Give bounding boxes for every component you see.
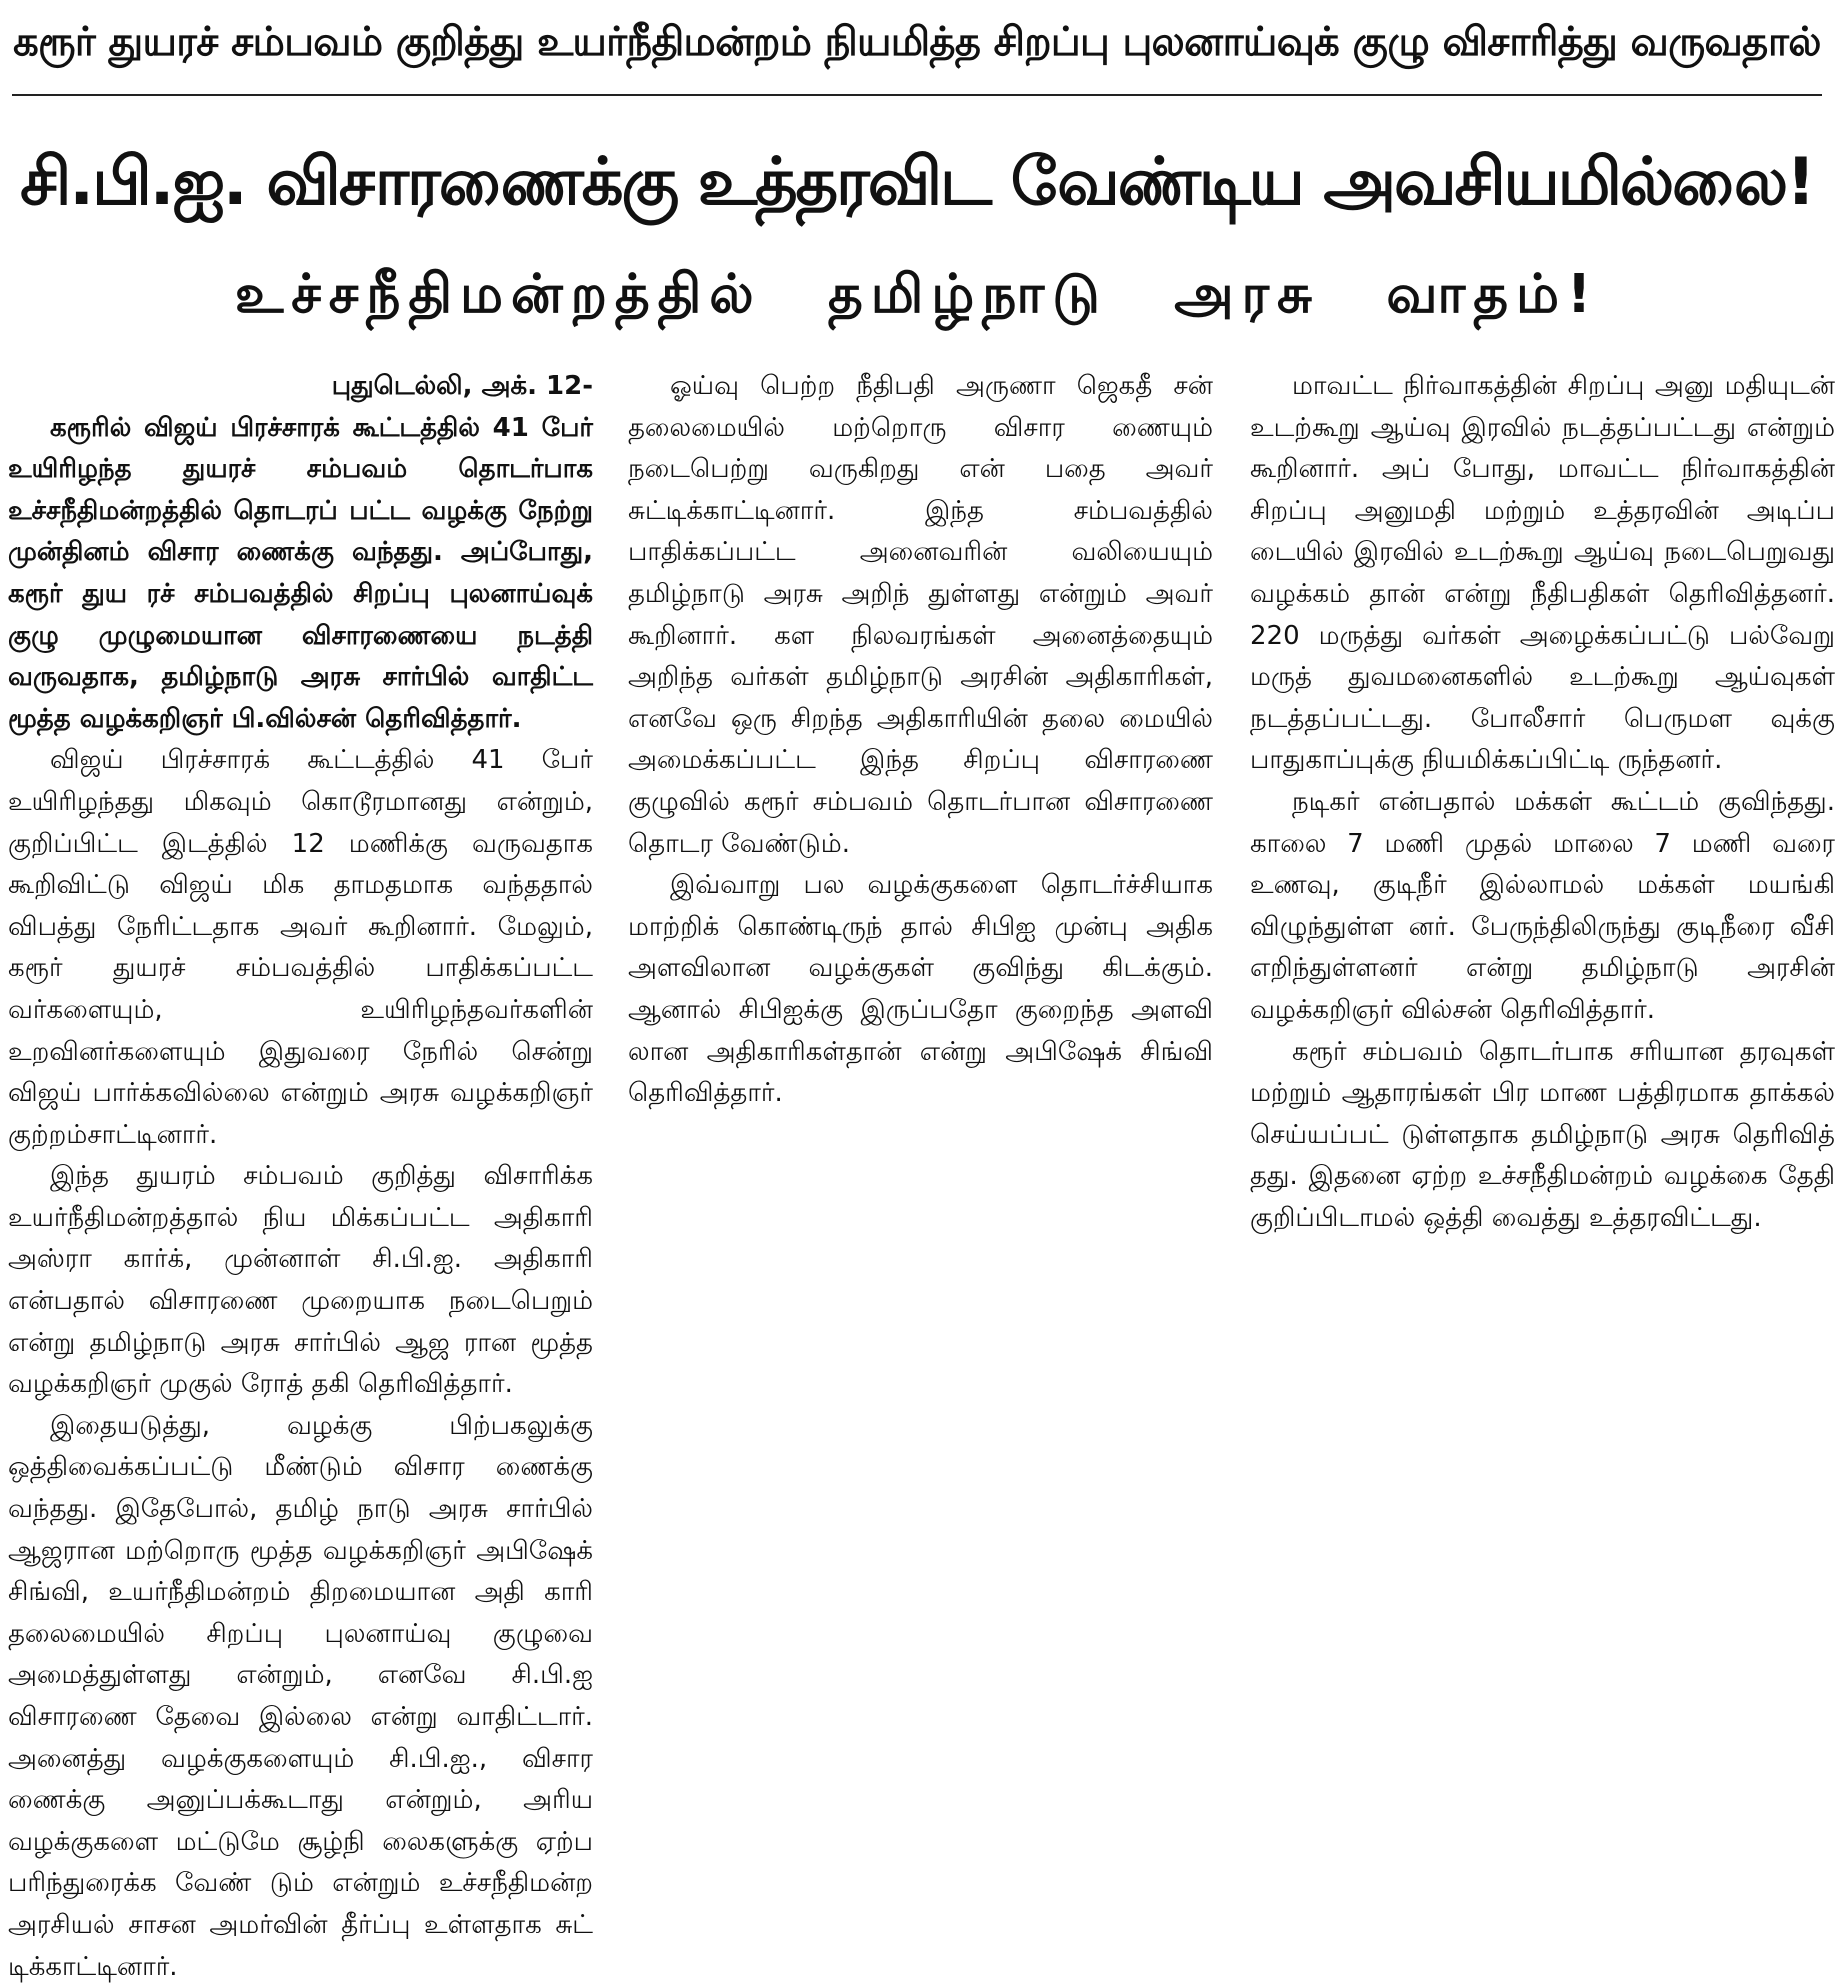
article-subhead: உச்சநீதிமன்றத்தில் தமிழ்நாடு அரசு வாதம்! xyxy=(234,263,1600,325)
dateline: புதுடெல்லி, அக். 12- xyxy=(331,371,593,401)
kicker-divider xyxy=(12,94,1822,96)
article-column-3 xyxy=(1250,366,1835,1746)
article-column-2 xyxy=(628,366,1213,1746)
body-paragraph: கரூர் சம்பவம் தொடர்பாக சரியான தரவுகள் மற்றும் ஆதாரங்கள் பிர மாண பத்திரமாக தாக்கல் செய்யப்பட் டுள்ளதாக தமிழ்நாடு அரசு தெரிவித் தது. இதனை ஏற்ற உச்சநீதிமன்றம் வழக்கை தேதி குறிப்பிடாமல் ஒத்தி வைத்து உத்தரவிட்டது. xyxy=(1250,1036,1835,1233)
article-kicker: கரூர் துயரச் சம்பவம் குறித்து உயர்நீதிமன்றம் நியமித்த சிறப்பு புலனாய்வுக் குழு விசாரித்து வருவதால் xyxy=(13,19,1821,65)
body-paragraph: மாவட்ட நிர்வாகத்தின் சிறப்பு அனு மதியுடன் உடற்கூறு ஆய்வு இரவில் நடத்தப்பட்டது என்றும் கூறினார். அப் போது, மாவட்ட நிர்வாகத்தின் சிறப்பு அனுமதி மற்றும் உத்தரவின் அடிப்ப டையில் இரவில் உடற்கூறு ஆய்வு நடைபெறுவது வழக்கம் தான் என்று நீதிபதிகள் தெரிவித்தனர். 220 மருத்து வர்கள் அழைக்கப்பட்டு பல்வேறு மருத் துவமனைகளில் உடற்கூறு ஆய்வுகள் நடத்தப்பட்டது. போலீசார் பெருமள வுக்கு பாதுகாப்புக்கு நியமிக்கப்பிட்டி ருந்தனர். xyxy=(1250,371,1835,776)
body-paragraph: நடிகர் என்பதால் மக்கள் கூட்டம் குவிந்தது. காலை 7 மணி முதல் மாலை 7 மணி வரை உணவு, குடிநீர் இல்லாமல் மக்கள் மயங்கி விழுந்துள்ள னர். பேருந்திலிருந்து குடிநீரை வீசி எறிந்துள்ளனர் என்று தமிழ்நாடு அரசின் வழக்கறிஞர் வில்சன் தெரிவித்தார். xyxy=(1250,786,1835,1025)
lede-paragraph: கரூரில் விஜய் பிரச்சாரக் கூட்டத்தில் 41 பேர் உயிரிழந்த துயரச் சம்பவம் தொடர்பாக உச்சநீதிமன்றத்தில் தொடரப் பட்ட வழக்கு நேற்று முன்தினம் விசார ணைக்கு வந்தது. அப்போது, கரூர் துய ரச் சம்பவத்தில் சிறப்பு புலனாய்வுக் குழு முழுமையான விசாரணையை நடத்தி வருவதாக, தமிழ்நாடு அரசு சார்பில் வாதிட்ட மூத்த வழக்கறிஞர் பி.வில்சன் தெரிவித்தார். xyxy=(8,412,593,734)
body-paragraph: இதையடுத்து, வழக்கு பிற்பகலுக்கு ஒத்திவைக்கப்பட்டு மீண்டும் விசார ணைக்கு வந்தது. இதேபோல், தமிழ் நாடு அரசு சார்பில் ஆஜரான மற்றொரு மூத்த வழக்கறிஞர் அபிஷேக் சிங்வி, உயர்நீதிமன்றம் திறமையான அதி காரி தலைமையில் சிறப்பு புலனாய்வு குழுவை அமைத்துள்ளது என்றும், எனவே சி.பி.ஐ விசாரணை தேவை இல்லை என்று வாதிட்டார். அனைத்து வழக்குகளையும் சி.பி.ஐ., விசார ணைக்கு அனுப்பக்கூடாது என்றும், அரிய வழக்குகளை மட்டுமே சூழ்நி லைகளுக்கு ஏற்ப பரிந்துரைக்க வேண் டும் என்றும் உச்சநீதிமன்ற அரசியல் சாசன அமர்வின் தீர்ப்பு உள்ளதாக சுட் டிக்காட்டினார். xyxy=(8,1410,593,1982)
body-paragraph: விஜய் பிரச்சாரக் கூட்டத்தில் 41 பேர் உயிரிழந்தது மிகவும் கொடூரமானது என்றும், குறிப்பிட்ட இடத்தில் 12 மணிக்கு வருவதாக கூறிவிட்டு விஜய் மிக தாமதமாக வந்ததால் விபத்து நேரிட்டதாக அவர் கூறினார். மேலும், கரூர் துயரச் சம்பவத்தில் பாதிக்கப்பட்ட வர்களையும், உயிரிழந்தவர்களின் உறவினர்களையும் இதுவரை நேரில் சென்று விஜய் பார்க்கவில்லை என்றும் அரசு வழக்கறிஞர் குற்றம்சாட்டினார். xyxy=(8,745,593,1150)
article-headline: சி.பி.ஐ. விசாரணைக்கு உத்தரவிட வேண்டிய அவசியமில்லை! xyxy=(20,144,1814,220)
body-paragraph: ஓய்வு பெற்ற நீதிபதி அருணா ஜெகதீ சன் தலைமையில் மற்றொரு விசார ணையும் நடைபெற்று வருகிறது என் பதை அவர் சுட்டிக்காட்டினார். இந்த சம்பவத்தில் பாதிக்கப்பட்ட அனைவரின் வலியையும் தமிழ்நாடு அரசு அறிந் துள்ளது என்றும் அவர் கூறினார். கள நிலவரங்கள் அனைத்தையும் அறிந்த வர்கள் தமிழ்நாடு அரசின் அதிகாரிகள், எனவே ஒரு சிறந்த அதிகாரியின் தலை மையில் அமைக்கப்பட்ட இந்த சிறப்பு விசாரணை குழுவில் கரூர் சம்பவம் தொடர்பான விசாரணை தொடர வேண்டும். xyxy=(628,371,1213,859)
body-paragraph: இந்த துயரம் சம்பவம் குறித்து விசாரிக்க உயர்நீதிமன்றத்தால் நிய மிக்கப்பட்ட அதிகாரி அஸ்ரா கார்க், முன்னாள் சி.பி.ஐ. அதிகாரி என்பதால் விசாரணை முறையாக நடைபெறும் என்று தமிழ்நாடு அரசு சார்பில் ஆஜ ரான மூத்த வழக்கறிஞர் முகுல் ரோத் தகி தெரிவித்தார். xyxy=(8,1161,593,1400)
article-column-1 xyxy=(8,366,593,1982)
body-paragraph: இவ்வாறு பல வழக்குகளை தொடர்ச்சியாக மாற்றிக் கொண்டிருந் தால் சிபிஐ முன்பு அதிக அளவிலான வழக்குகள் குவிந்து கிடக்கும். ஆனால் சிபிஐக்கு இருப்பதோ குறைந்த அளவி லான அதிகாரிகள்தான் என்று அபிஷேக் சிங்வி தெரிவித்தார். xyxy=(628,870,1213,1109)
